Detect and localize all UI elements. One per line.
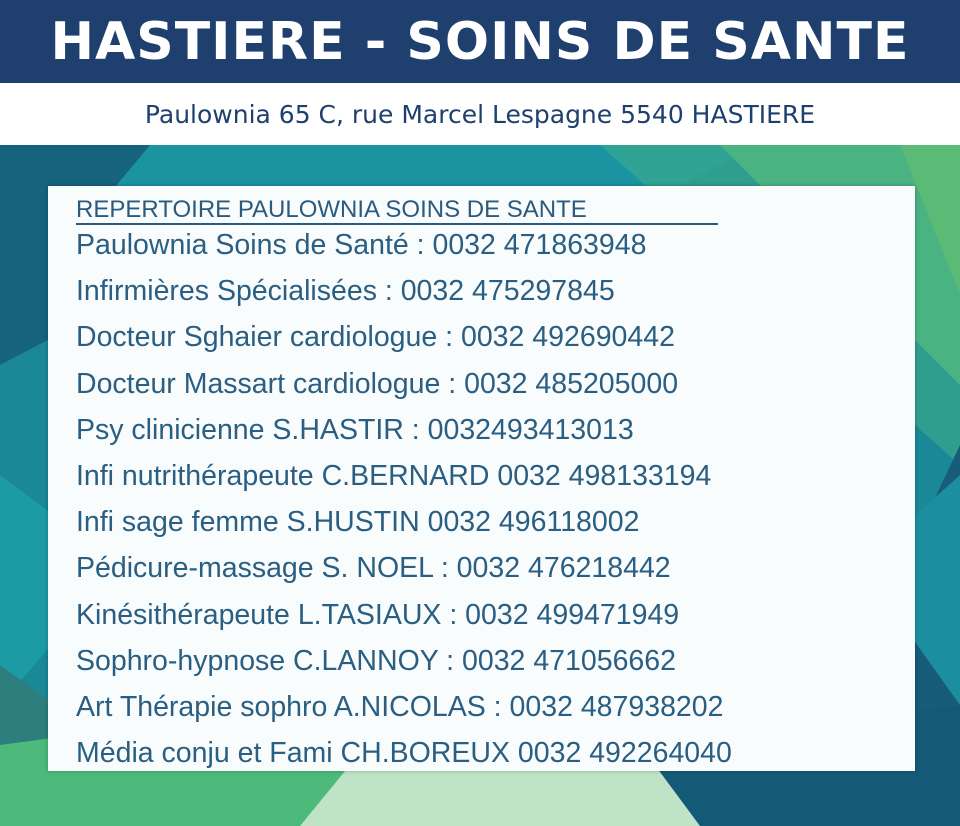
directory-entry: Média conju et Fami CH.BOREUX 0032 492264040 bbox=[76, 737, 732, 770]
directory-entry: Infi nutrithérapeute C.BERNARD 0032 498133194 bbox=[76, 459, 712, 492]
directory-entry: Docteur Massart cardiologue : 0032 485205000 bbox=[76, 367, 679, 400]
page-title: HASTIERE - SOINS DE SANTE bbox=[0, 0, 960, 83]
directory-title: REPERTOIRE PAULOWNIA SOINS DE SANTE bbox=[76, 196, 718, 225]
directory-entry: Sophro-hypnose C.LANNOY : 0032 471056662 bbox=[76, 644, 676, 677]
directory-entry: Pédicure-massage S. NOEL : 0032 476218442 bbox=[76, 552, 671, 585]
directory-entry: Art Thérapie sophro A.NICOLAS : 0032 487938202 bbox=[76, 690, 724, 723]
directory-entry: Kinésithérapeute L.TASIAUX : 0032 499471949 bbox=[76, 598, 680, 631]
address-line: Paulownia 65 C, rue Marcel Lespagne 5540 HASTIERE bbox=[0, 83, 960, 145]
directory-entry: Psy clinicienne S.HASTIR : 0032493413013 bbox=[76, 413, 634, 446]
directory-entry: Docteur Sghaier cardiologue : 0032 492690442 bbox=[76, 321, 675, 354]
directory-entry: Infirmières Spécialisées : 0032 475297845 bbox=[76, 275, 615, 308]
directory-entry: Paulownia Soins de Santé : 0032 471863948 bbox=[76, 229, 647, 261]
directory-entry: Infi sage femme S.HUSTIN 0032 496118002 bbox=[76, 506, 640, 539]
directory-list bbox=[76, 226, 732, 780]
